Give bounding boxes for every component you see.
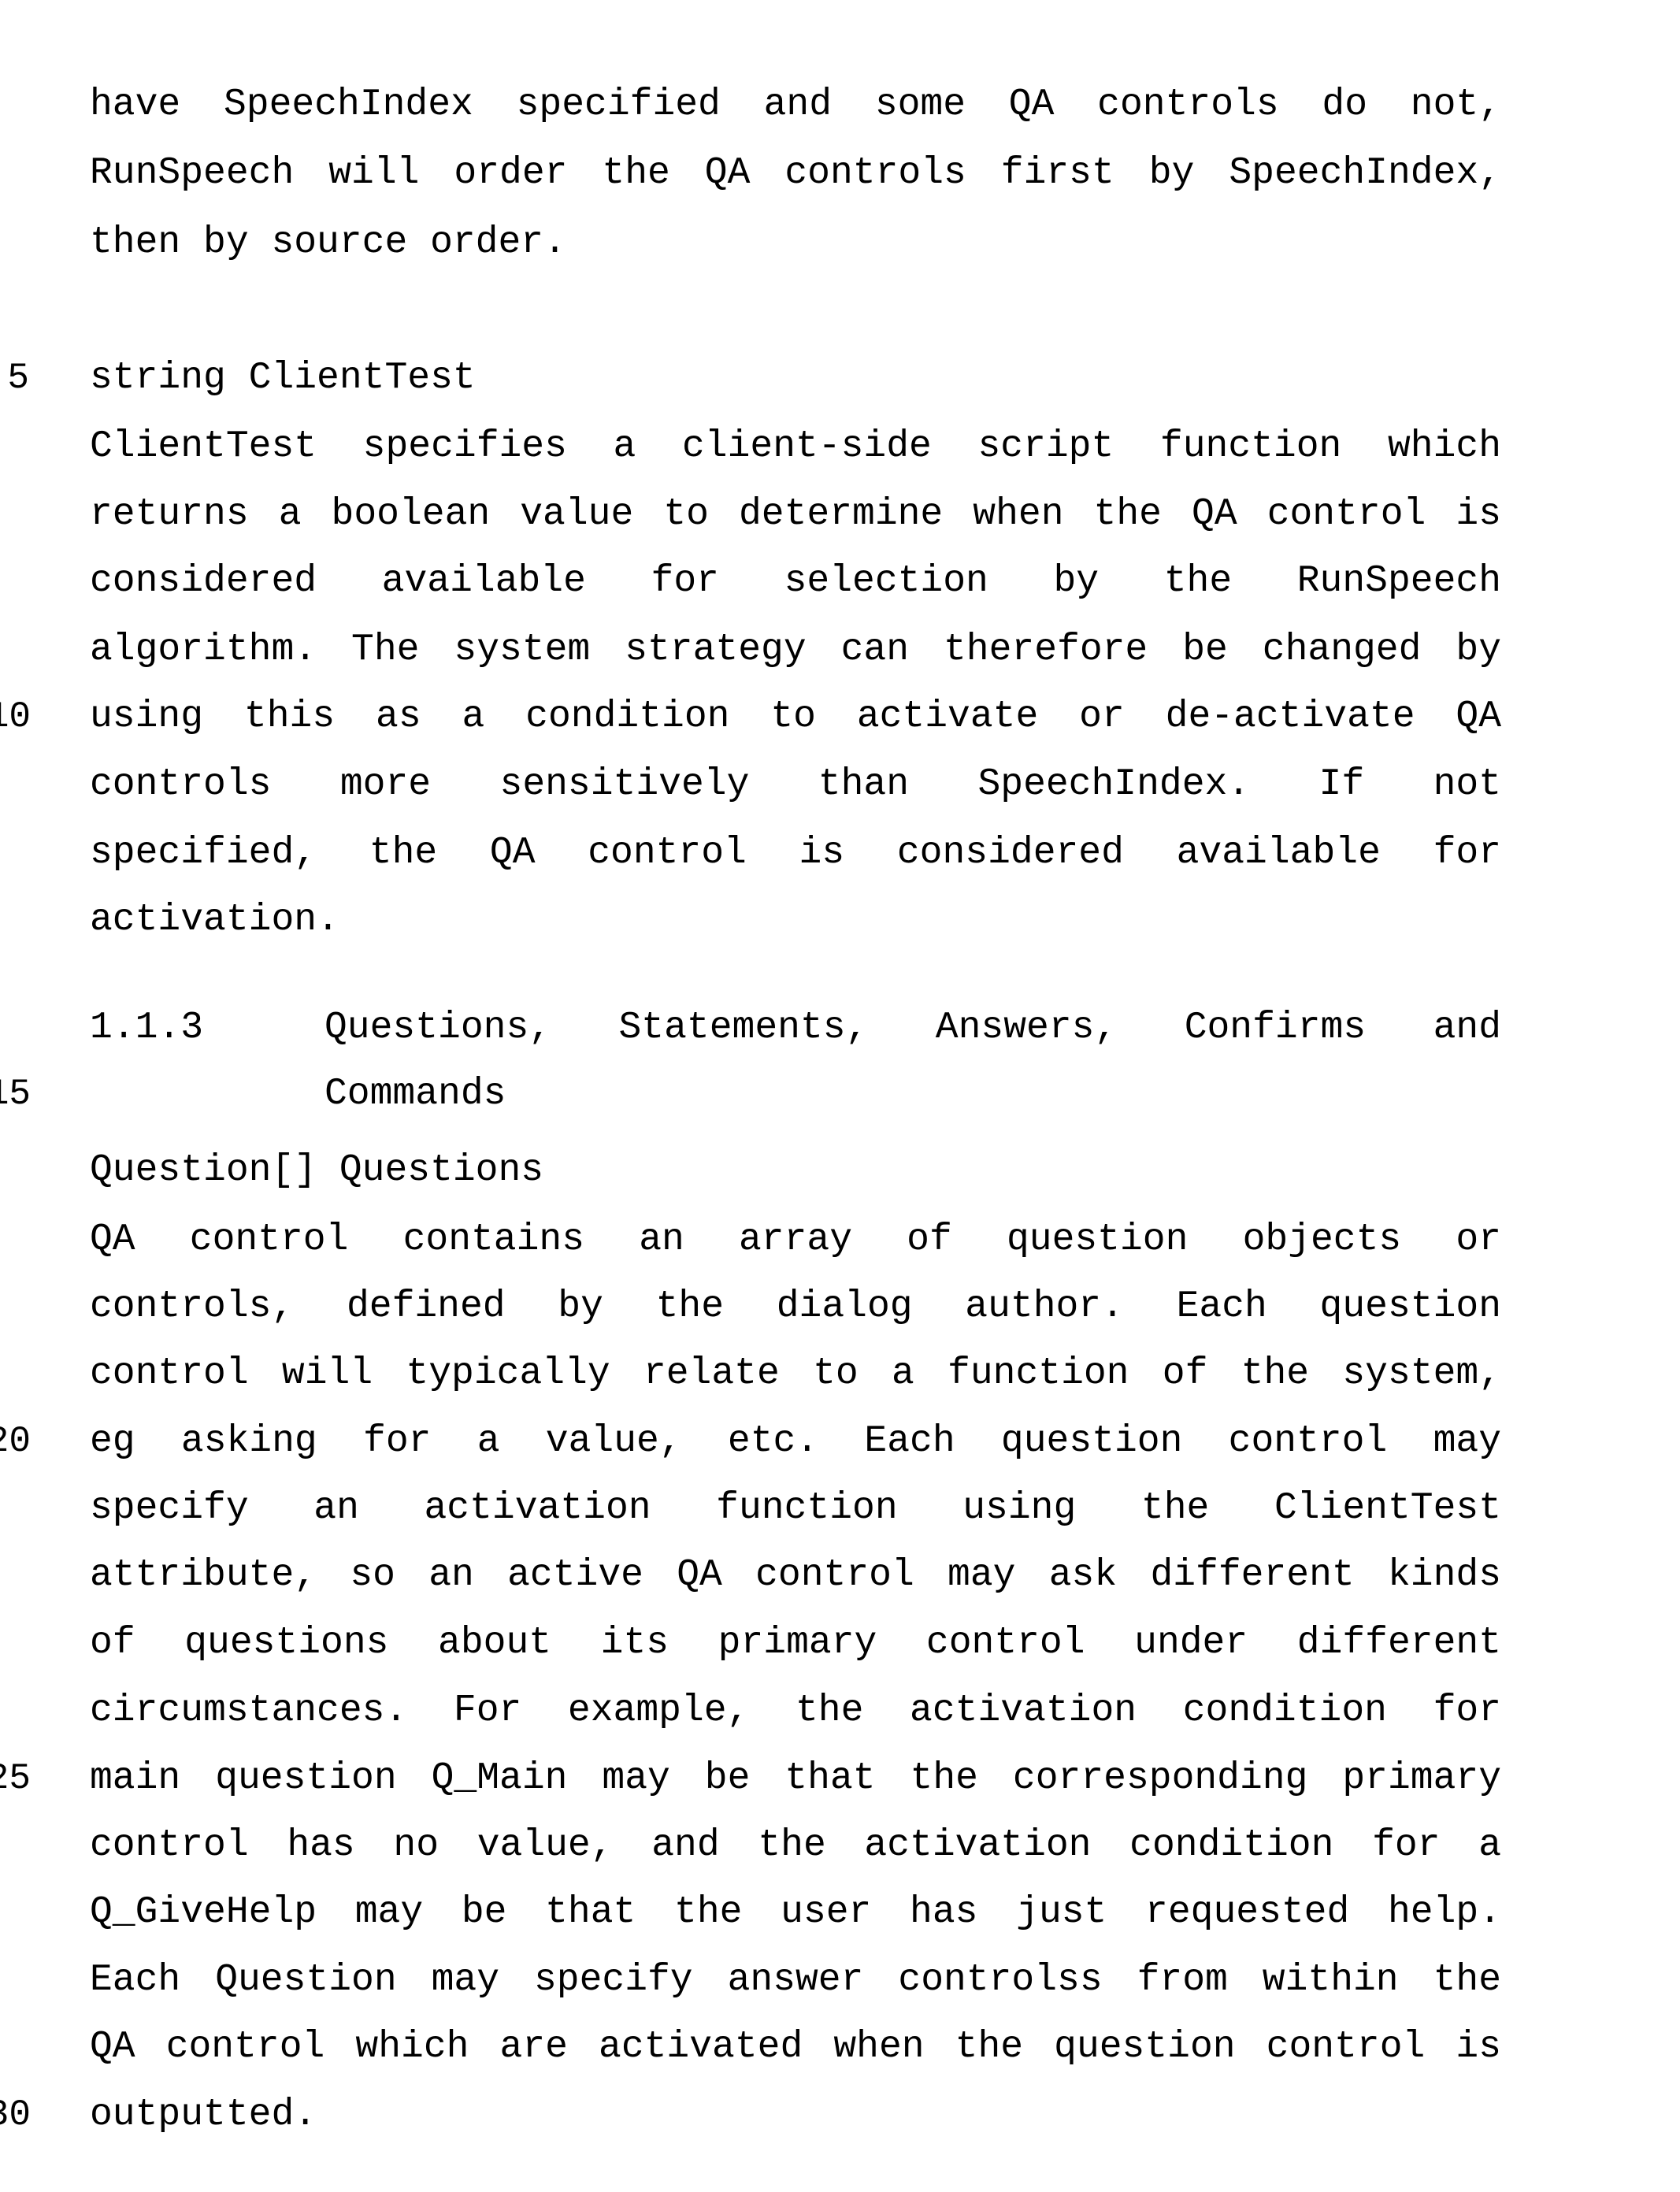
text-line: considered available for selection by the RunSpeech [90, 547, 1501, 615]
text-line: controls more sensitively than SpeechIndex. If not [90, 751, 1501, 818]
text-line: control has no value, and the activation condition for a [90, 1812, 1501, 1879]
text-line: eg asking for a value, etc. Each question control may [90, 1408, 1501, 1475]
text-line: control will typically relate to a function of the system, [90, 1340, 1501, 1408]
line-number: 5 [7, 344, 29, 412]
section-title-line-1: Questions, Statements, Answers, Confirms and [325, 994, 1501, 1062]
text-line: specified, the QA control is considered available for [90, 819, 1501, 887]
text-line: attribute, so an active QA control may ask different kinds [90, 1541, 1501, 1609]
text-line: Each Question may specify answer controlss from within the [90, 1946, 1501, 2014]
line-number: 0 [0, 1408, 31, 1475]
line-number: 5 [0, 1745, 31, 1812]
text-line: then by source order. [90, 209, 1501, 276]
text-line: specify an activation function using the ClientTest [90, 1474, 1501, 1542]
text-line: activation. [90, 886, 1501, 954]
text-line: algorithm. The system strategy can therefore be changed by [90, 616, 1501, 684]
text-line: Question[] Questions [90, 1137, 1501, 1204]
text-line: of questions about its primary control under different [90, 1609, 1501, 1677]
text-line: string ClientTest [90, 344, 1501, 412]
text-line: controls, defined by the dialog author. Each question [90, 1273, 1501, 1341]
text-line: main question Q_Main may be that the corresponding primary [90, 1745, 1501, 1812]
text-line: QA control which are activated when the question control is [90, 2013, 1501, 2081]
text-line: ClientTest specifies a client-side script function which [90, 413, 1501, 480]
text-line: have SpeechIndex specified and some QA controls do not, [90, 71, 1501, 139]
text-line: QA control contains an array of question objects or [90, 1206, 1501, 1274]
text-line: circumstances. For example, the activation condition for [90, 1677, 1501, 1745]
line-number: 0 [0, 2081, 31, 2149]
text-line: returns a boolean value to determine when the QA control is [90, 480, 1501, 548]
text-line: RunSpeech will order the QA controls first by SpeechIndex, [90, 139, 1501, 207]
section-title-line-2: Commands [325, 1060, 1501, 1128]
text-line: Q_GiveHelp may be that the user has just requested help. [90, 1879, 1501, 1946]
line-number: 0 [0, 683, 31, 751]
text-line: outputted. [90, 2081, 1501, 2149]
text-line: using this as a condition to activate or de-activate QA [90, 683, 1501, 751]
section-number: 1.1.3 [90, 994, 203, 1062]
line-number: 5 [0, 1060, 31, 1128]
